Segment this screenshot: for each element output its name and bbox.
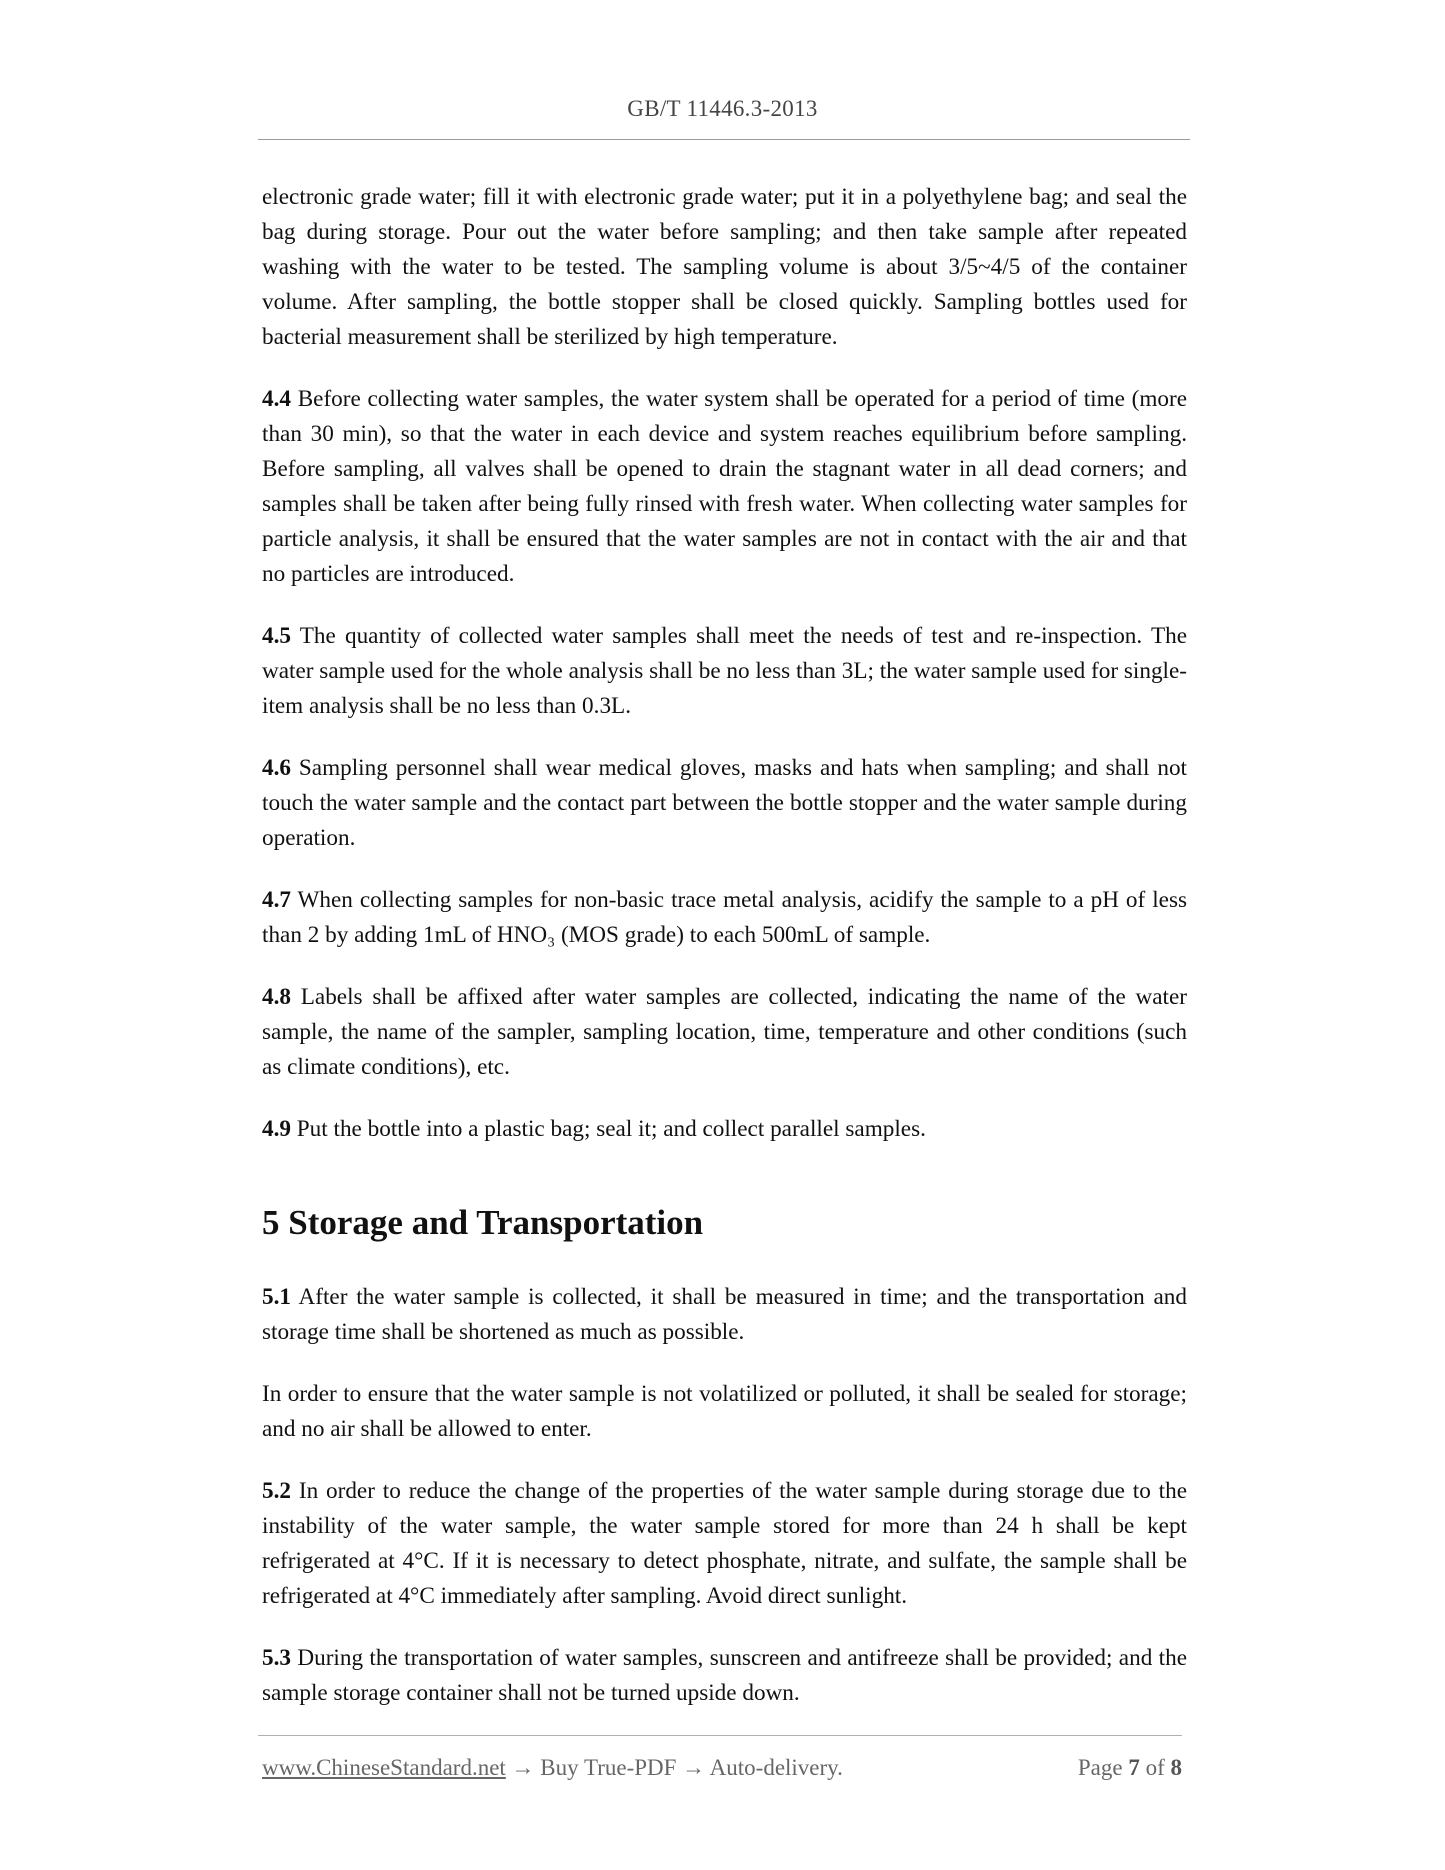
paragraph-text: In order to reduce the change of the properties of the water sample during storage due to the instability of the water sample, the water sample stored for more than 24 h shall be kept refrigerated at 4°C. If it is necessary to detect phosphate, nitrate, and sulfate, the sample shall be refrigerated at 4°C immediately after sampling. Avoid direct sunlight. (262, 1478, 1187, 1609)
footer-promo (262, 1755, 843, 1781)
footer-divider (258, 1735, 1182, 1736)
clause-number: 4.7 (262, 887, 291, 913)
page-indicator (1078, 1755, 1182, 1781)
clause-4-7 (262, 883, 1187, 953)
paragraph-text: Put the bottle into a plastic bag; seal it; and collect parallel samples. (290, 1116, 926, 1142)
paragraph-text: Sampling personnel shall wear medical gloves, masks and hats when sampling; and shall not touch the water sample and the contact part between the bottle stopper and the water sample during operation. (262, 755, 1187, 851)
paragraph-text: Before collecting water samples, the water system shall be operated for a period of time (more than 30 min), so that the water in each device and system reaches equilibrium before sampling. Before sampling, all valves shall be opened to drain the stagnant water in all dead corners; and samples shall be taken after being fully rinsed with fresh water. When collecting water samples for particle analysis, it shall be ensured that the water samples are not in contact with the air and that no particles are introduced. (262, 386, 1187, 587)
clause-number: 4.9 (262, 1116, 291, 1142)
page-total: 8 (1170, 1755, 1182, 1780)
paragraph-text: After the water sample is collected, it shall be measured in time; and the transportation and storage time shall be shortened as much as possible. (262, 1284, 1187, 1345)
clause-4-9 (262, 1112, 1187, 1147)
clause-4-8 (262, 980, 1187, 1085)
clause-5-1 (262, 1280, 1187, 1350)
clause-number: 4.8 (262, 984, 291, 1010)
page-current: 7 (1128, 1755, 1140, 1780)
paragraph-text: The quantity of collected water samples shall meet the needs of test and re-inspection. The water sample used for the whole analysis shall be no less than 3L; the water sample used for single-item analysis shall be no less than 0.3L. (262, 623, 1187, 719)
paragraph-text: In order to ensure that the water sample is not volatilized or polluted, it shall be sealed for storage; and no air shall be allowed to enter. (262, 1381, 1187, 1442)
clause-5-3 (262, 1641, 1187, 1711)
paragraph-text: electronic grade water; fill it with electronic grade water; put it in a polyethylene bag; and seal the bag during storage. Pour out the water before sampling; and then take sample after repeated washing with the water to be tested. The sampling volume is about 3/5~4/5 of the container volume. After sampling, the bottle stopper shall be closed quickly. Sampling bottles used for bacterial measurement shall be sterilized by high temperature. (262, 184, 1187, 350)
of-label: of (1145, 1755, 1165, 1780)
paragraph-continuation (262, 180, 1187, 355)
document-body (262, 180, 1187, 1738)
clause-number: 4.6 (262, 755, 291, 781)
page-label: Page (1077, 1755, 1123, 1780)
header-divider (258, 139, 1190, 140)
clause-4-6 (262, 751, 1187, 856)
paragraphs-after-section (262, 1280, 1187, 1711)
clause-5-1-note (262, 1377, 1187, 1447)
paragraph-text: During the transportation of water samples, sunscreen and antifreeze shall be provided; and the sample storage container shall not be turned upside down. (262, 1645, 1187, 1706)
website-link[interactable]: www.ChineseStandard.net (262, 1755, 506, 1780)
paragraphs-before-section (262, 180, 1187, 1147)
footer-promo-text: → Buy True-PDF → Auto-delivery. (505, 1755, 843, 1780)
paragraph-text: When collecting samples for non-basic trace metal analysis, acidify the sample to a pH of less than 2 by adding 1mL of HNO₃ (MOS grade) to each 500mL of sample. (262, 887, 1187, 948)
clause-4-4 (262, 382, 1187, 592)
section-heading: 5 Storage and Transportation (262, 1203, 704, 1242)
clause-number: 5.2 (262, 1478, 291, 1504)
clause-5-2 (262, 1474, 1187, 1614)
paragraph-text: Labels shall be affixed after water samples are collected, indicating the name of the water sample, the name of the sampler, sampling location, time, temperature and other conditions (such as climate conditions), etc. (262, 984, 1187, 1080)
clause-4-5 (262, 619, 1187, 724)
clause-number: 5.1 (262, 1284, 291, 1310)
clause-number: 4.5 (262, 623, 291, 649)
clause-number: 5.3 (262, 1645, 291, 1671)
clause-number: 4.4 (262, 386, 291, 412)
page-header-title: GB/T 11446.3-2013 (627, 96, 818, 121)
